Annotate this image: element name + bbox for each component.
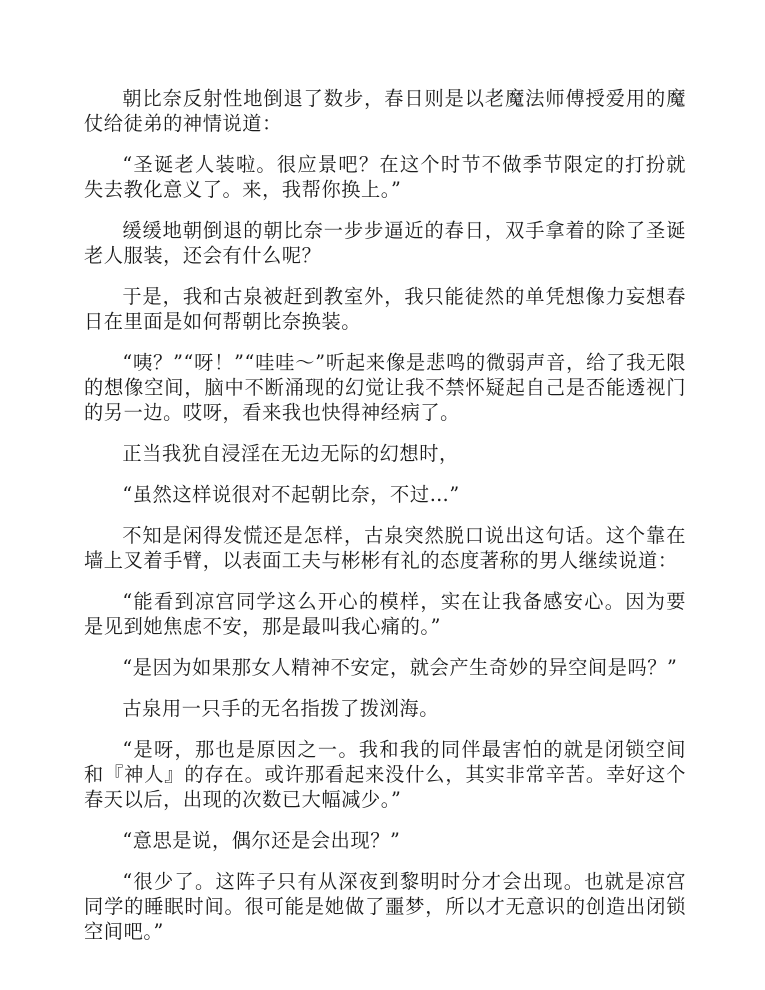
paragraph: “很少了。这阵子只有从深夜到黎明时分才会出现。也就是凉宫同学的睡眠时间。很可能是她做了噩梦，所以才无意识的创造出闭锁空间吧。” — [84, 870, 686, 943]
document-body — [84, 86, 686, 960]
paragraph: “咦？”“呀！”“哇哇～”听起来像是悲鸣的微弱声音，给了我无限的想像空间，脑中不断涌现的幻觉让我不禁怀疑起自己是否能透视门的另一边。哎呀，看来我也快得神经病了。 — [84, 351, 686, 424]
paragraph: 缓缓地朝倒退的朝比奈一步步逼近的春日，双手拿着的除了圣诞老人服装，还会有什么呢？ — [84, 219, 686, 267]
paragraph: 古泉用一只手的无名指拨了拨浏海。 — [122, 697, 439, 720]
paragraph: “是呀，那也是原因之一。我和我的同伴最害怕的就是闭锁空间和『神人』的存在。或许那看起来没什么，其实非常辛苦。幸好这个春天以后，出现的次数已大幅减少。” — [84, 738, 686, 811]
paragraph: “虽然这样说很对不起朝比奈，不过…” — [122, 483, 460, 506]
paragraph: 正当我犹自浸淫在无边无际的幻想时， — [122, 442, 459, 465]
paragraph: “圣诞老人装啦。很应景吧？在这个时节不做季节限定的打扮就失去教化意义了。来，我帮你换上。” — [84, 153, 686, 201]
paragraph: 不知是闲得发慌还是怎样，古泉突然脱口说出这句话。这个靠在墙上叉着手臂，以表面工夫与彬彬有礼的态度著称的男人继续说道： — [84, 524, 686, 572]
paragraph: “意思是说，偶尔还是会出现？” — [122, 829, 401, 852]
paragraph: “能看到凉宫同学这么开心的模样，实在让我备感安心。因为要是见到她焦虑不安，那是最叫我心痛的。” — [84, 590, 686, 638]
paragraph: 于是，我和古泉被赶到教室外，我只能徒然的单凭想像力妄想春日在里面是如何帮朝比奈换装。 — [84, 285, 686, 333]
paragraph: 朝比奈反射性地倒退了数步，春日则是以老魔法师傅授爱用的魔仗给徒弟的神情说道： — [84, 87, 686, 135]
paragraph: “是因为如果那女人精神不安定，就会产生奇妙的异空间是吗？” — [122, 656, 678, 679]
